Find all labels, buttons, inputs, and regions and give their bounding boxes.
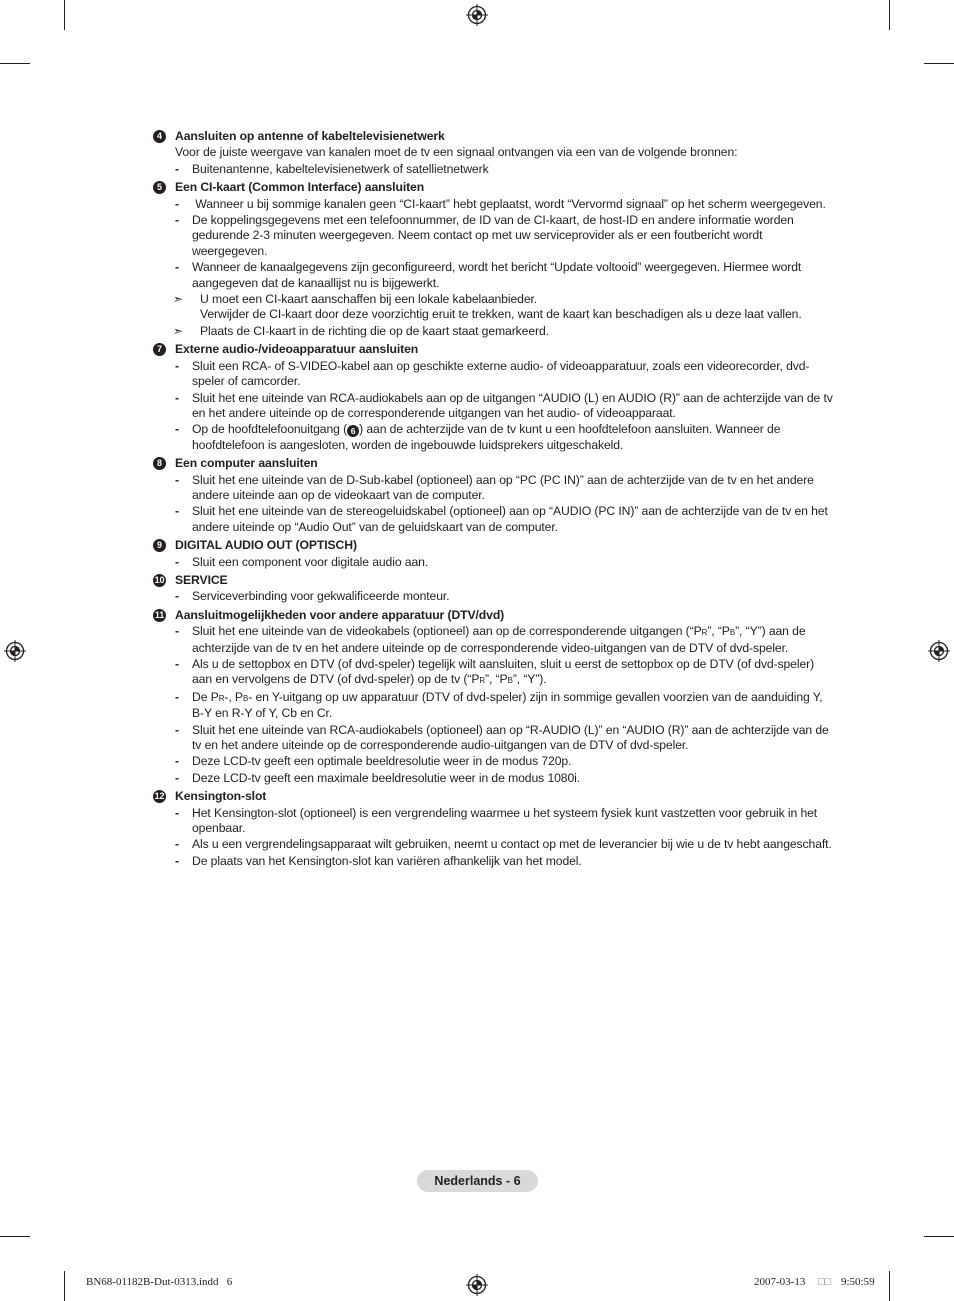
section-number-badge: 11 (154, 609, 165, 620)
list-item (153, 162, 833, 177)
list-item (153, 359, 833, 390)
dash-bullet: - (175, 689, 179, 704)
dash-bullet: - (175, 722, 179, 737)
crop-mark (64, 0, 65, 30)
list-item-text: ) aan de achterzijde van de tv kunt u een hoofdtelefoon aansluiten. Wanneer de hoofdtelefoon is aangesloten, worden de ingebouwde luidsprekers uitgeschakeld. (192, 422, 781, 452)
dash-bullet: - (175, 196, 179, 211)
section-number-badge: 5 (153, 181, 166, 194)
section-title-text: Externe audio-/videoapparatuur aansluiten (175, 342, 419, 357)
section-computer (153, 456, 833, 535)
crop-mark (0, 1236, 30, 1237)
list-item-text: De koppelingsgegevens met een telefoonnummer, de ID van de CI-kaart, de host-ID en andere informatie worden gedurende 2-3 minuten weergegeven. Neem contact op met uw serviceprovider als er een foutbericht wordt weergegeven. (192, 213, 794, 258)
list-item-text: Wanneer u bij sommige kanalen geen “CI-kaart” hebt geplaatst, wordt “Vervormd signaal” op het scherm weergegeven. (192, 196, 826, 211)
list-item-text: Sluit het ene uiteinde van de D-Sub-kabel (optioneel) aan op “PC (PC IN)” aan de achterzijde van de tv en het andere andere uiteinde aan op de videokaart van de computer. (192, 472, 814, 502)
slug-date: 2007-03-13 (754, 1276, 806, 1288)
registration-mark-icon (928, 640, 950, 662)
list-item (153, 837, 833, 852)
section-title (153, 573, 833, 588)
list-item: - Sluit het ene uiteinde van de videokabels (optioneel) aan op de corresponderende uitgangen (“PR”, “PB”, “Y”) aan de achterzijde van de tv en het andere uiteinde op de corresponderende video-uitgangen van de DTV of dvd-speler. (175, 624, 806, 655)
section-title (153, 608, 833, 623)
dash-bullet: - (175, 805, 179, 820)
slug-glyphs: □□ (818, 1276, 832, 1288)
list-item-text: Sluit een component voor digitale audio aan. (192, 554, 429, 569)
list-item (153, 771, 833, 786)
list-item-text: Sluit een RCA- of S-VIDEO-kabel aan op geschikte externe audio- of videoapparatuur, zoals een videorecorder, dvd-speler of camcorder. (192, 358, 810, 389)
dash-bullet: - (175, 624, 179, 639)
section-number-badge: 7 (153, 343, 166, 356)
note-arrow-icon: ➣ (173, 323, 183, 338)
note-text: Plaats de CI-kaart in de richting die op de kaart staat gemarkeerd. (200, 323, 549, 338)
dash-bullet: - (175, 589, 179, 604)
dash-bullet: - (175, 754, 179, 769)
list-item-text: Sluit het ene uiteinde van de stereogeluidskabel (optioneel) aan op “AUDIO (PC IN)” aan de achterzijde van de tv en het andere uiteinde op “Audio Out” van de geluidskaart van de computer. (192, 504, 828, 534)
headphone-jack-number-badge: 6 (347, 425, 359, 437)
section-title-text: Aansluiten op antenne of kabeltelevisienetwerk (175, 129, 445, 143)
crop-mark (64, 1271, 65, 1301)
dash-bullet: - (175, 358, 179, 373)
list-item-text: Sluit het ene uiteinde van RCA-audiokabels (optioneel) aan op “R-AUDIO (L)” en “AUDIO (R)” aan de achterzijde van de tv en het andere uiteinde op de corresponderende audio-uitgangen van de DTV of dvd-speler. (192, 722, 829, 753)
dash-bullet: - (175, 161, 179, 176)
section-intro: Voor de juiste weergave van kanalen moet de tv een signaal ontvangen via een van de volgende bronnen: (175, 145, 738, 160)
list-item-text: Als u een vergrendelingsapparaat wilt gebruiken, neemt u contact op met de leverancier bij wie u de tv hebt aangeschaft. (192, 837, 832, 852)
page-number-badge: Nederlands - 6 (417, 1170, 538, 1192)
list-item (153, 723, 833, 754)
dash-bullet: - (175, 770, 179, 785)
list-item (153, 854, 833, 869)
section-title (153, 342, 833, 357)
list-item-text: Buitenantenne, kabeltelevisienetwerk of satellietnetwerk (192, 161, 489, 176)
section-title (153, 129, 833, 144)
note-item (153, 324, 833, 339)
crop-mark (889, 0, 890, 30)
list-item (153, 391, 833, 422)
list-item (153, 197, 833, 212)
list-item (153, 473, 833, 504)
note-item (153, 292, 833, 323)
dash-bullet: - (175, 837, 179, 852)
section-title (153, 456, 833, 471)
list-item-text: Deze LCD-tv geeft een optimale beeldresolutie weer in de modus 720p. (192, 754, 572, 769)
list-item-text: Serviceverbinding voor gekwalificeerde monteur. (192, 589, 450, 604)
dash-bullet: - (175, 504, 179, 519)
list-item-text: Het Kensington-slot (optioneel) is een vergrendeling waarmee u het systeem fysiek kunt vastzetten voor gebruik in het openbaar. (192, 805, 818, 836)
section-number-badge: 4 (153, 130, 166, 143)
dash-bullet: - (175, 390, 179, 405)
list-item (153, 589, 833, 604)
section-title-text: SERVICE (175, 572, 228, 587)
registration-mark-icon (466, 4, 488, 26)
page-content (153, 129, 833, 872)
section-title-text: DIGITAL AUDIO OUT (OPTISCH) (175, 538, 357, 553)
crop-mark (924, 63, 954, 64)
crop-mark (924, 1236, 954, 1237)
section-service (153, 573, 833, 605)
section-ci-card (153, 180, 833, 339)
section-title (153, 789, 833, 804)
list-item (153, 260, 833, 291)
section-kensington (153, 789, 833, 869)
list-item (153, 213, 833, 259)
crop-mark (889, 1271, 890, 1301)
dash-bullet: - (175, 213, 179, 228)
dash-bullet: - (175, 657, 179, 671)
note-text: Verwijder de CI-kaart door deze voorzichtig eruit te trekken, want de kaart kan beschadigen als u deze laat vallen. (200, 307, 802, 322)
list-item-text: Op de hoofdtelefoonuitgang ( (192, 422, 348, 437)
list-item: - Als u de settopbox en DTV (of dvd-speler) tegelijk wilt aansluiten, sluit u eerst de settopbox op de DTV (of dvd-speler) aan en vervolgens de DTV (of dvd-speler) op de tv (“PR”, “PB”, “Y”). (175, 657, 815, 687)
section-title (153, 538, 833, 553)
list-item (153, 555, 833, 570)
section-number-badge: 10 (154, 574, 165, 585)
section-title-text: Aansluitmogelijkheden voor andere apparatuur (DTV/dvd) (175, 607, 505, 622)
list-item (153, 806, 833, 837)
slug-time: 9:50:59 (841, 1276, 875, 1288)
note-arrow-icon: ➣ (173, 292, 183, 307)
registration-mark-icon (4, 640, 26, 662)
list-item-text: De plaats van het Kensington-slot kan variëren afhankelijk van het model. (192, 853, 582, 868)
section-title (153, 180, 833, 195)
section-external-av (153, 342, 833, 453)
section-digital-audio-out (153, 538, 833, 570)
list-item: - De PR-, PB- en Y-uitgang op uw apparatuur (DTV of dvd-speler) zijn in sommige gevallen voorzien van de aanduiding Y, B-Y en R-Y of Y, Cb en Cr. (175, 689, 823, 721)
list-item-text: Deze LCD-tv geeft een maximale beeldresolutie weer in de modus 1080i. (192, 770, 581, 785)
section-title-text: Een CI-kaart (Common Interface) aansluiten (175, 180, 425, 195)
dash-bullet: - (175, 472, 179, 487)
section-number-badge: 12 (154, 791, 165, 802)
crop-mark (0, 63, 30, 64)
note-text: U moet een CI-kaart aanschaffen bij een lokale kabelaanbieder. (200, 292, 538, 307)
section-number-badge: 8 (153, 457, 166, 470)
section-number-badge: 9 (153, 539, 166, 552)
section-title-text: Een computer aansluiten (175, 456, 318, 471)
list-item-text: Wanneer de kanaalgegevens zijn geconfigureerd, wordt het bericht “Update voltooid” weergegeven. Hiermee wordt aangegeven dat de kanaallijst nu is bijgewerkt. (192, 260, 802, 290)
list-item-text: Sluit het ene uiteinde van RCA-audiokabels aan op de uitgangen “AUDIO (L) en AUDIO (R)” aan de achterzijde van de tv en het andere uiteinde op de corresponderende uitgangen van het audio- of videoapparaat. (192, 390, 833, 420)
dash-bullet: - (175, 853, 179, 868)
list-item (153, 504, 833, 535)
slug-filename: BN68-01182B-Dut-0313.indd 6 (86, 1276, 233, 1288)
list-item (153, 422, 833, 453)
section-antenna (153, 129, 833, 177)
dash-bullet: - (175, 422, 179, 437)
dash-bullet: - (175, 554, 179, 569)
dash-bullet: - (175, 260, 179, 275)
registration-mark-icon (466, 1274, 488, 1296)
section-other-equipment (153, 608, 833, 786)
list-item (153, 754, 833, 769)
section-title-text: Kensington-slot (175, 789, 267, 804)
